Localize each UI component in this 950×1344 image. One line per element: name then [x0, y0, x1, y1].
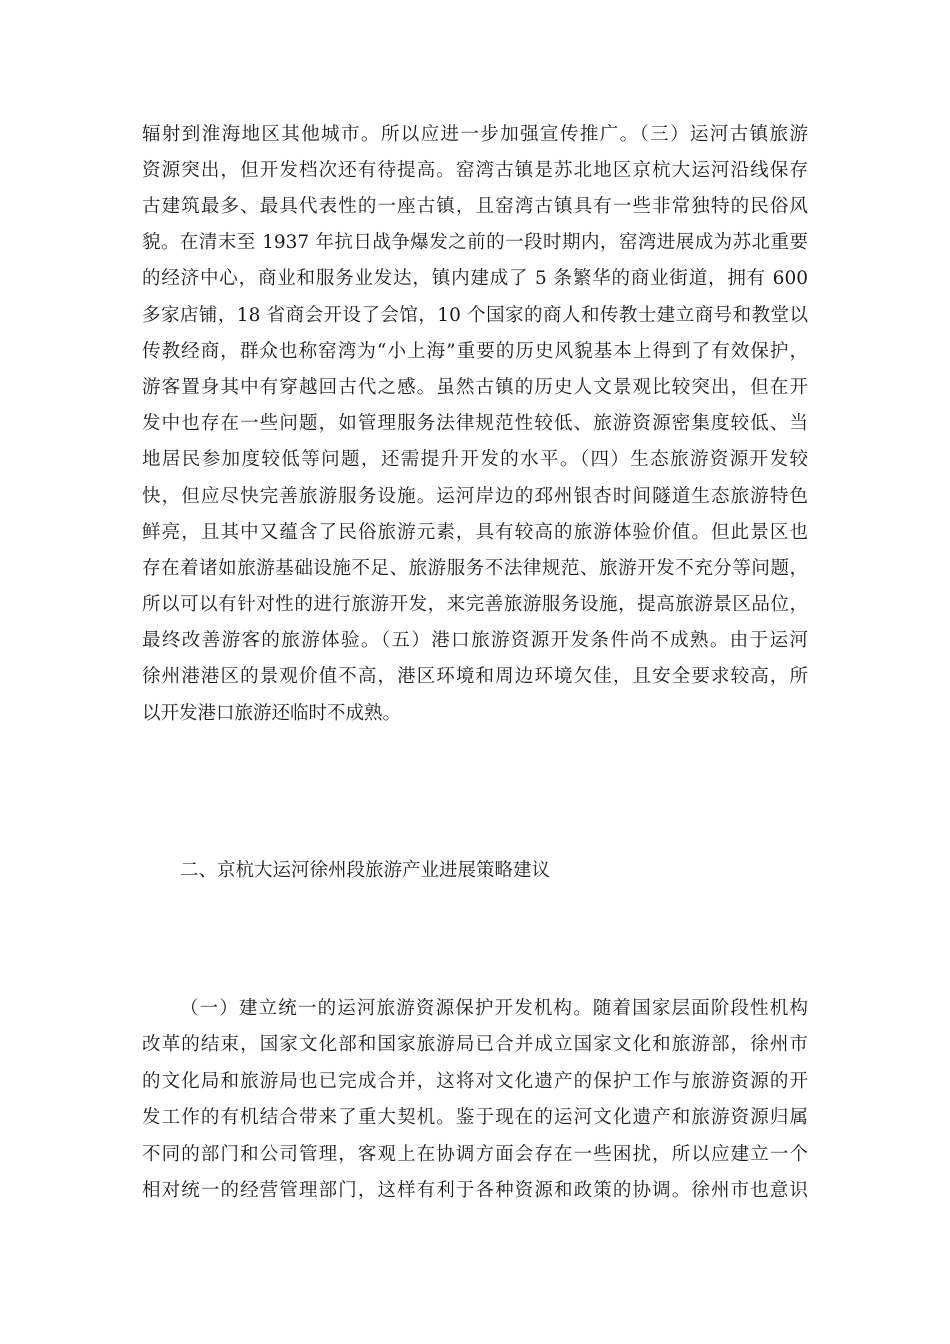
text-line: 资源突出，但开发档次还有待提高。窑湾古镇是苏北地区京杭大运河沿线保存 [142, 160, 808, 181]
text-line: 存在着诸如旅游基础设施不足、旅游服务不法律规范、旅游开发不充分等问题， [142, 558, 808, 579]
text-line: 的文化局和旅游局也已完成合并，这将对文化遗产的保护工作与旅游资源的开 [142, 1071, 808, 1092]
section-heading: 二、京杭大运河徐州段旅游产业进展策略建议 [180, 860, 551, 881]
text-line: 貌。在清末至 1937 年抗日战争爆发之前的一段时期内，窑湾进展成为苏北重要 [142, 232, 808, 253]
text-line: 不同的部门和公司管理，客观上在协调方面会存在一些困扰，所以应建立一个 [142, 1144, 808, 1165]
text-line: 以开发港口旅游还临时不成熟。 [142, 703, 402, 724]
text-line: 传教经商，群众也称窑湾为“小上海”重要的历史风貌基本上得到了有效保护， [142, 341, 808, 362]
text-line: 最终改善游客的旅游体验。（五）港口旅游资源开发条件尚不成熟。由于运河 [142, 630, 808, 651]
text-line: 地居民参加度较低等问题，还需提升开发的水平。（四）生态旅游资源开发较 [142, 449, 808, 470]
text-line: 发工作的有机结合带来了重大契机。鉴于现在的运河文化遗产和旅游资源归属 [142, 1107, 808, 1128]
text-line: （一）建立统一的运河旅游资源保护开发机构。随着国家层面阶段性机构 [180, 998, 808, 1019]
text-line: 所以可以有针对性的进行旅游开发，来完善旅游服务设施，提高旅游景区品位， [142, 594, 808, 615]
text-line: 的经济中心，商业和服务业发达，镇内建成了 5 条繁华的商业街道，拥有 600 [142, 268, 808, 289]
text-line: 快，但应尽快完善旅游服务设施。运河岸边的邳州银杏时间隧道生态旅游特色 [142, 486, 808, 507]
text-line: 改革的结束，国家文化部和国家旅游局已合并成立国家文化和旅游部，徐州市 [142, 1034, 808, 1055]
text-line: 古建筑最多、最具代表性的一座古镇，且窑湾古镇具有一些非常独特的民俗风 [142, 196, 808, 217]
text-line: 游客置身其中有穿越回古代之感。虽然古镇的历史人文景观比较突出，但在开 [142, 377, 808, 398]
text-line: 鲜亮，且其中又蕴含了民俗旅游元素，具有较高的旅游体验价值。但此景区也 [142, 522, 808, 543]
text-line: 多家店铺，18 省商会开设了会馆，10 个国家的商人和传教士建立商号和教堂以 [142, 305, 808, 326]
text-line: 辐射到淮海地区其他城市。所以应进一步加强宣传推广。（三）运河古镇旅游 [142, 124, 808, 145]
text-line: 发中也存在一些问题，如管理服务法律规范性较低、旅游资源密集度较低、当 [142, 413, 808, 434]
text-line: 相对统一的经营管理部门，这样有利于各种资源和政策的协调。徐州市也意识 [142, 1180, 808, 1201]
text-line: 徐州港港区的景观价值不高，港区环境和周边环境欠佳，且安全要求较高，所 [142, 666, 808, 687]
